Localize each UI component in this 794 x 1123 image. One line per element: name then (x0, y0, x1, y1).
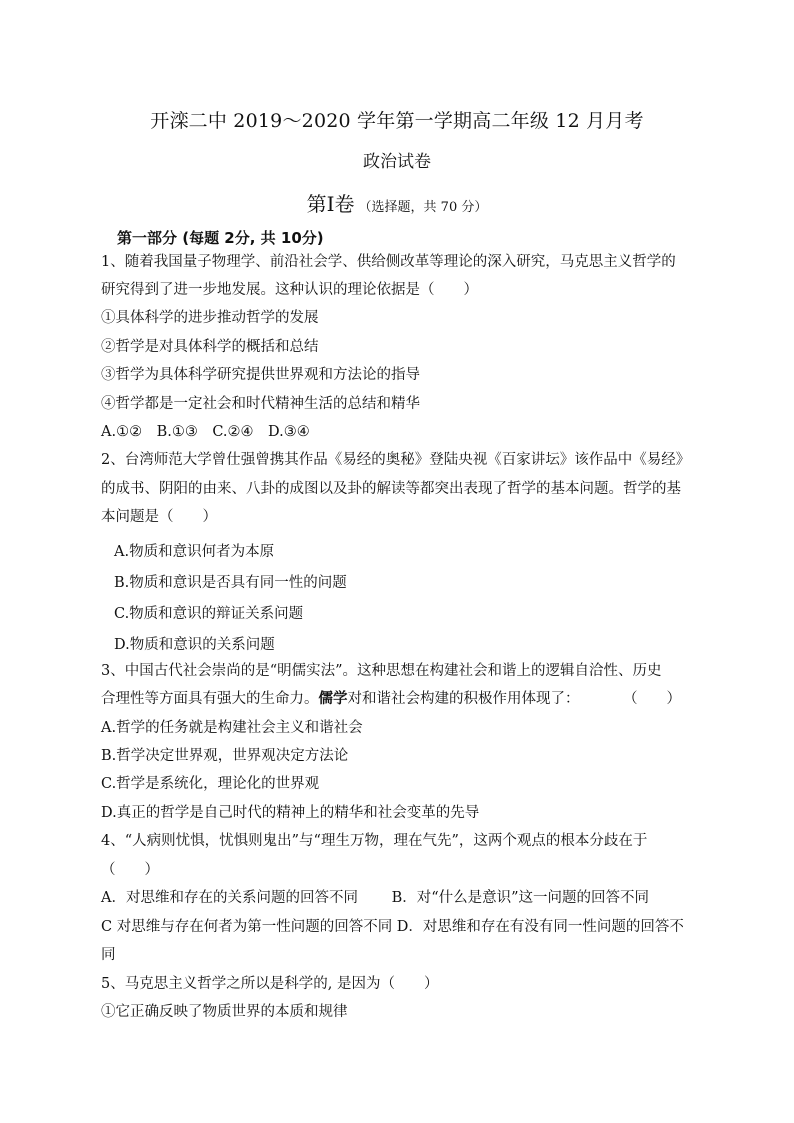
q1-option-4: ④哲学都是一定社会和时代精神生活的总结和精华 (101, 396, 420, 412)
volume-note: （选择题，共 70 分） (358, 200, 488, 215)
q2-stem-line-1: 2、台湾师范大学曾仕强曾携其作品《易经的奥秘》登陆央视《百家讲坛》该作品中《易经》 (101, 452, 691, 468)
q5-stem: 5、马克思主义哲学之所以是科学的, 是因为（ ） (101, 976, 439, 992)
q3-stem-pre: 合理性等方面具有强大的生命力。 (101, 691, 319, 707)
q2-option-d: D.物质和意识的关系问题 (114, 637, 275, 653)
q2-stem-line-3: 本问题是（ ） (101, 509, 217, 525)
q4-options-cd-cont: 同 (101, 947, 116, 963)
q3-option-d: D.真正的哲学是自己时代的精神上的精华和社会变革的先导 (101, 805, 480, 821)
q3-option-c: C.哲学是系统化，理论化的世界观 (101, 776, 320, 792)
exam-title: 开滦二中 2019～2020 学年第一学期高二年级 12 月月考 (150, 110, 644, 132)
part-heading: 第一部分 (每题 2分, 共 10分) (117, 229, 324, 247)
q4-options-ab: A．对思维和存在的关系问题的回答不同 B．对“什么是意识”这一问题的回答不同 (101, 890, 650, 906)
q4-stem-line-1: 4、“人病则忧惧，忧惧则鬼出”与“理生万物，理在气先”，这两个观点的根本分歧在于 (101, 833, 648, 849)
q3-option-a: A.哲学的任务就是构建社会主义和谐社会 (101, 720, 363, 736)
exam-subject: 政治试卷 (363, 152, 431, 172)
q3-stem-bold: 儒学 (318, 691, 348, 707)
q1-option-1: ①具体科学的进步推动哲学的发展 (101, 310, 319, 326)
q2-option-b: B.物质和意识是否具有同一性的问题 (114, 575, 347, 591)
volume-heading (0, 188, 794, 217)
q2-option-c: C.物质和意识的辩证关系问题 (114, 606, 304, 622)
q4-options-cd: C 对思维与存在何者为第一性问题的回答不同 D．对思维和存在有没有同一性问题的回答不 (101, 919, 684, 935)
q1-option-3: ③哲学为具体科学研究提供世界观和方法论的指导 (101, 367, 420, 383)
q2-option-a: A.物质和意识何者为本原 (114, 544, 275, 560)
q2-stem-line-2: 的成书、阴阳的由来、八卦的成图以及卦的解读等都突出表现了哲学的基本问题。哲学的基 (101, 481, 681, 497)
q4-stem-line-2: （ ） (101, 862, 159, 878)
q5-option-1: ①它正确反映了物质世界的本质和规律 (101, 1004, 348, 1020)
q1-stem-line-1: 1、随着我国量子物理学、前沿社会学、供给侧改革等理论的深入研究，马克思主义哲学的 (101, 254, 676, 270)
q3-stem-line-1: 3、中国古代社会崇尚的是“明儒实法”。这种思想在构建社会和谐上的逻辑自洽性、历史 (101, 663, 662, 679)
q1-choices: A.①② B.①③ C.②④ D.③④ (101, 424, 310, 440)
volume-label: 第Ⅰ卷 (306, 192, 355, 216)
q3-stem-post: 对和谐社会构建的积极作用体现了： (347, 691, 580, 707)
q1-option-2: ②哲学是对具体科学的概括和总结 (101, 339, 319, 355)
q3-answer-paren: （ ） (623, 691, 681, 707)
q1-stem-line-2: 研究得到了进一步地发展。这种认识的理论依据是（ ） (101, 282, 478, 298)
q3-option-b: B.哲学决定世界观，世界观决定方法论 (101, 748, 349, 764)
q3-stem-line-2 (101, 692, 580, 707)
